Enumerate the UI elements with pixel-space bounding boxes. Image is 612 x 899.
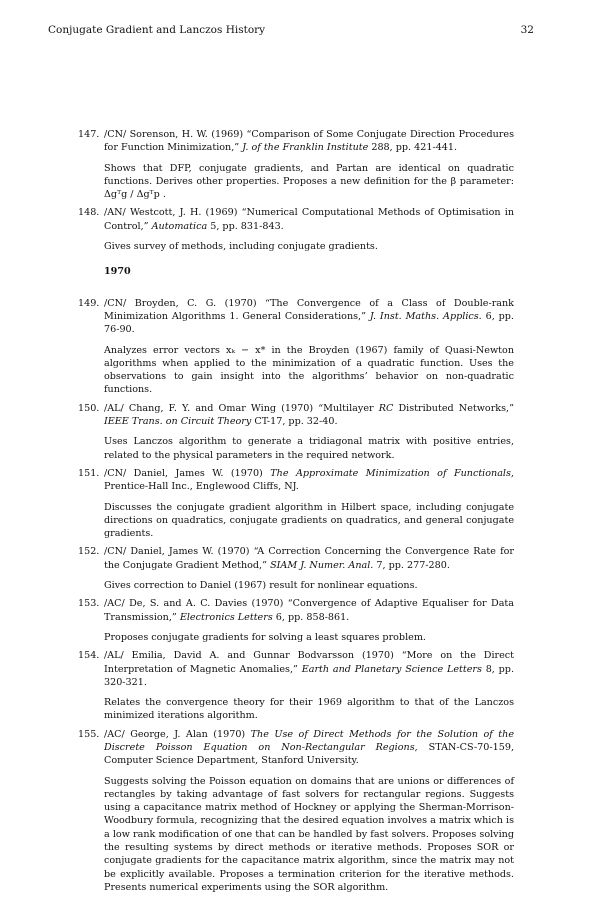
entry-citation bbox=[104, 402, 514, 429]
citation-text: 6, pp. 858-861. bbox=[272, 611, 350, 623]
entry-annotation: Gives survey of methods, including conjugate gradients. bbox=[104, 241, 378, 253]
citation-italic-text: The Use of Direct Methods for the Solution of the Discrete Poisson Equation on Non-Rectangular Regions bbox=[104, 728, 515, 753]
entry-annotation: Gives correction to Daniel (1967) result for nonlinear equations. bbox=[104, 580, 418, 592]
citation-text: /CN/ Daniel, James W. (1970) “A Correction Concerning the Convergence Rate for the Conjugate Gradient Method,” bbox=[104, 546, 514, 571]
citation-italic-text: Automatica bbox=[151, 220, 208, 232]
citation-text: 5, pp. 831-843. bbox=[207, 220, 284, 232]
entry-citation bbox=[104, 649, 514, 689]
bibliography-list bbox=[78, 128, 514, 899]
bibliography-entry bbox=[78, 649, 514, 722]
entry-annotation: Shows that DFP, conjugate gradients, and Partan are identical on quadratic functions. Derives other properties. Proposes a new definition for the β parameter: Δgᵀg / Δgᵀp . bbox=[104, 162, 514, 201]
citation-text: /AL/ Emilia, David A. and Gunnar Bodvarsson (1970) “More on the Direct Interpretation of Magnetic Anomalies,” bbox=[104, 650, 514, 675]
citation-text: /AL/ Chang, F. Y. and Omar Wing (1970) “Multilayer bbox=[104, 402, 379, 414]
citation-text: /CN/ Broyden, C. G. (1970) “The Convergence of a Class of Double-rank Minimization Algorithms 1. General Considerations,” bbox=[104, 297, 514, 322]
citation-text: /CN/ Daniel, James W. (1970) bbox=[104, 467, 271, 479]
entry-citation bbox=[104, 597, 514, 624]
citation-text: /AN/ Westcott, J. H. (1969) “Numerical Computational Methods of Optimisation in Control,” bbox=[104, 207, 514, 232]
citation-text: 6, pp. 76-90. bbox=[104, 310, 514, 336]
citation-text: 8, pp. 320-321. bbox=[104, 663, 514, 688]
citation-text: 7, pp. 277-280. bbox=[373, 559, 450, 571]
citation-text: 288, pp. 421-441. bbox=[368, 142, 458, 154]
bibliography-entry bbox=[78, 597, 514, 644]
citation-italic-text: The Approximate Minimization of Functionals bbox=[270, 467, 511, 479]
entry-citation bbox=[104, 297, 514, 337]
entry-number: 154. bbox=[78, 650, 100, 662]
entry-number: 148. bbox=[78, 207, 100, 219]
year-heading: 1970 bbox=[104, 266, 131, 278]
page-number: 32 bbox=[520, 24, 534, 36]
entry-number: 150. bbox=[78, 402, 100, 414]
entry-citation bbox=[104, 728, 514, 768]
citation-text: , STAN-CS-70-159, Computer Science Department, Stanford University. bbox=[104, 741, 514, 767]
entry-number: 151. bbox=[78, 467, 100, 479]
entry-citation bbox=[104, 128, 514, 155]
entry-citation bbox=[104, 545, 514, 572]
bibliography-entry bbox=[78, 297, 514, 397]
bibliography-entry bbox=[78, 728, 514, 895]
entry-number: 155. bbox=[78, 728, 100, 740]
citation-italic-text: J. of the Franklin Institute bbox=[242, 142, 369, 154]
entry-annotation: Analyzes error vectors xₖ − x* in the Broyden (1967) family of Quasi-Newton algorithms when applied to the minimization of a quadratic function. Uses the observations to gain insight into the algorithms’ behavior on non-quadratic functions. bbox=[104, 344, 514, 396]
entry-citation bbox=[104, 467, 514, 494]
entry-number: 149. bbox=[78, 297, 100, 309]
entry-number: 147. bbox=[78, 129, 100, 140]
bibliography-entry bbox=[78, 402, 514, 462]
citation-text: CT-17, pp. 32-40. bbox=[251, 416, 338, 428]
citation-text: , Prentice-Hall Inc., Englewood Cliffs, NJ. bbox=[104, 467, 514, 493]
citation-italic-text: J. Inst. Maths. Applics. bbox=[369, 310, 482, 322]
entry-citation bbox=[104, 206, 514, 233]
header-title: Conjugate Gradient and Lanczos History bbox=[48, 24, 266, 36]
entry-annotation: Proposes conjugate gradients for solving a least squares problem. bbox=[104, 631, 426, 643]
entry-annotation: Suggests solving the Poisson equation on domains that are unions or differences of rectangles by taking advantage of fast solvers for rectangular regions. Suggests using a capacitance matrix method of Hockney or applying the Sherman-Morrison-Woodbury formula, recognizing that the desired equation involves a matrix which is a low rank modification of one that can be handled by fast solvers. Proposes solving the resulting systems by direct methods or iterative methods. Proposes SOR or conjugate gradients for the capacitance matrix algorithm, since the matrix may not be explicitly available. Proposes a termination criterion for the iterative methods. Presents numerical experiments using the SOR algorithm. bbox=[104, 775, 514, 893]
citation-italic-text: RC bbox=[378, 402, 394, 414]
entry-number: 153. bbox=[78, 598, 100, 610]
entry-annotation: Uses Lanczos algorithm to generate a tridiagonal matrix with positive entries, related to the physical parameters in the required network. bbox=[104, 436, 514, 461]
bibliography-entry bbox=[78, 128, 514, 201]
citation-text: Distributed Networks,” bbox=[393, 402, 514, 414]
citation-italic-text: Earth and Planetary Science Letters bbox=[301, 663, 482, 675]
entry-annotation: Relates the convergence theory for their 1969 algorithm to that of the Lanczos minimized iterations algorithm. bbox=[104, 697, 514, 722]
citation-italic-text: Electronics Letters bbox=[179, 611, 273, 623]
entry-annotation: Discusses the conjugate gradient algorithm in Hilbert space, including conjugate directions on quadratics, conjugate gradients on quadratics, and general conjugate gradients. bbox=[104, 501, 514, 540]
running-header bbox=[48, 24, 534, 36]
citation-italic-text: SIAM J. Numer. Anal. bbox=[270, 559, 374, 571]
bibliography-entry bbox=[78, 545, 514, 592]
citation-text: /AC/ George, J. Alan (1970) bbox=[104, 728, 251, 740]
bibliography-entry bbox=[78, 206, 514, 253]
bibliography-entry bbox=[78, 467, 514, 540]
citation-text: /AC/ De, S. and A. C. Davies (1970) “Convergence of Adaptive Equaliser for Data Transmission,” bbox=[104, 598, 514, 623]
entry-number: 152. bbox=[78, 546, 100, 558]
citation-italic-text: IEEE Trans. on Circuit Theory bbox=[104, 416, 252, 428]
citation-text: /CN/ Sorenson, H. W. (1969) “Comparison of Some Conjugate Direction Procedures for Function Minimization,” bbox=[104, 129, 514, 154]
